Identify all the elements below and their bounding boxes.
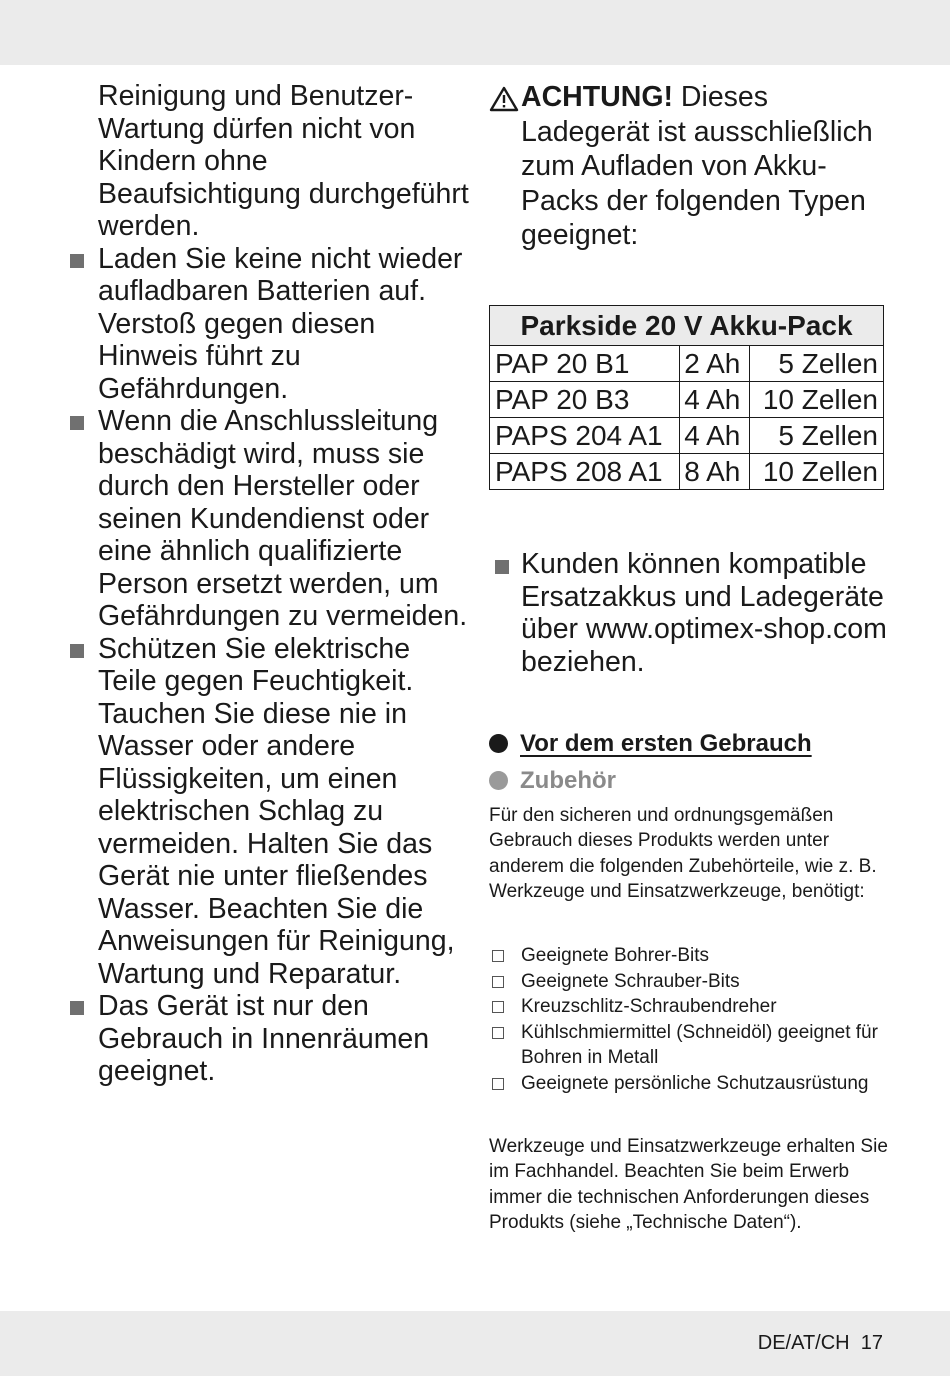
safety-item-text: Das Gerät ist nur den Gebrauch in Innenräumen geeignet. <box>98 990 430 1087</box>
checkbox-square-icon <box>492 1001 504 1013</box>
list-item-text: Kreuzschlitz-Schraubendreher <box>521 996 777 1017</box>
warning-label: ACHTUNG! <box>521 81 673 113</box>
safety-item-cleaning <box>70 80 470 243</box>
warning-triangle-icon <box>489 86 519 112</box>
table-header: Parkside 20 V Akku-Pack <box>490 306 884 346</box>
grey-circle-icon <box>489 771 508 790</box>
list-item <box>489 1020 889 1071</box>
footer-label <box>758 1332 883 1355</box>
list-item <box>489 1071 889 1097</box>
table-row <box>490 454 884 490</box>
top-band <box>0 0 950 65</box>
warning-notice <box>489 80 889 253</box>
safety-item-text: Laden Sie keine nicht wieder aufladbaren Batterien auf. Verstoß gegen diesen Hinweis führt zu Gefährdungen. <box>98 242 463 405</box>
checkbox-square-icon <box>492 950 504 962</box>
square-bullet-icon <box>70 416 84 430</box>
capacity-cell: 4 Ah <box>680 418 749 454</box>
safety-item-indoor <box>70 990 470 1088</box>
right-column <box>489 80 889 253</box>
battery-table <box>489 305 884 490</box>
safety-item-text: Wenn die Anschlussleitung beschädigt wird, muss sie durch den Hersteller oder seinen Kundendienst oder eine ähnlich qualifizierte Person ersetzt werden, um Gefährdungen zu vermeiden. <box>98 405 468 632</box>
square-bullet-icon <box>70 254 84 268</box>
table-row <box>490 382 884 418</box>
list-item-text: Kühlschmiermittel (Schneidöl) geeignet für Bohren in Metall <box>521 1021 878 1068</box>
list-item-text: Geeignete Bohrer-Bits <box>521 945 709 966</box>
square-bullet-icon <box>495 560 509 574</box>
safety-item-cable <box>70 405 470 633</box>
list-item <box>489 969 889 995</box>
left-column <box>70 80 470 1088</box>
list-item-text: Geeignete persönliche Schutzausrüstung <box>521 1072 869 1094</box>
table-header-row <box>490 306 884 346</box>
subsection-heading-accessories <box>489 767 616 795</box>
checkbox-square-icon <box>492 1027 504 1039</box>
section-heading-text: Vor dem ersten Gebrauch <box>520 730 812 757</box>
table-row <box>490 418 884 454</box>
safety-item-batteries <box>70 243 470 406</box>
model-cell: PAPS 208 A1 <box>490 454 680 490</box>
cells-cell: 10 Zellen <box>749 454 883 490</box>
list-item <box>489 994 889 1020</box>
accessories-list <box>489 943 889 1096</box>
list-item <box>489 943 889 969</box>
model-cell: PAP 20 B3 <box>490 382 680 418</box>
model-cell: PAPS 204 A1 <box>490 418 680 454</box>
accessories-intro: Für den sicheren und ordnungsgemäßen Gebrauch dieses Produkts werden unter anderem die folgenden Zubehörteile, wie z. B. Werkzeuge und Einsatzwerkzeuge, benötigt: <box>489 805 877 902</box>
section-heading-first-use <box>489 730 812 758</box>
footer-band <box>0 1311 950 1376</box>
footer-region: DE/AT/CH <box>757 1332 850 1354</box>
cells-cell: 5 Zellen <box>749 418 883 454</box>
subsection-heading-text: Zubehör <box>520 767 616 794</box>
customer-note <box>489 548 889 678</box>
square-bullet-icon <box>70 644 84 658</box>
table-row <box>490 346 884 382</box>
capacity-cell: 2 Ah <box>680 346 749 382</box>
safety-item-moisture <box>70 633 470 991</box>
closing-paragraph: Werkzeuge und Einsatzwerkzeuge erhalten Sie im Fachhandel. Beachten Sie beim Erwerb immer die technischen Anforderungen dieses Produkts (siehe „Technische Daten“). <box>489 1136 888 1233</box>
square-bullet-icon <box>70 1001 84 1015</box>
cells-cell: 10 Zellen <box>749 382 883 418</box>
checkbox-square-icon <box>492 1078 504 1090</box>
safety-item-text: Schützen Sie elektrische Teile gegen Feuchtigkeit. Tauchen Sie diese nie in Wasser oder andere Flüssigkeiten, um einen elektrischen Schlag zu vermeiden. Halten Sie das Gerät nie unter fließendes Wasser. Beachten Sie die Anweisungen für Reinigung, Wartung und Reparatur. <box>98 632 455 990</box>
capacity-cell: 4 Ah <box>680 382 749 418</box>
cells-cell: 5 Zellen <box>749 346 883 382</box>
model-cell: PAP 20 B1 <box>490 346 680 382</box>
customer-note-text: Kunden können kompatible Ersatzakkus und Ladegeräte über www.optimex-shop.com beziehen. <box>521 548 887 678</box>
filled-circle-icon <box>489 734 508 753</box>
warning-text: Dieses Ladegerät ist ausschließlich zum Aufladen von Akku-Packs der folgenden Typen geeignet: <box>521 81 873 251</box>
safety-item-text: Reinigung und Benutzer-Wartung dürfen nicht von Kindern ohne Beaufsichtigung durchgeführt werden. <box>98 80 469 242</box>
list-item-text: Geeignete Schrauber-Bits <box>521 970 740 992</box>
capacity-cell: 8 Ah <box>680 454 749 490</box>
page-number: 17 <box>860 1332 883 1354</box>
checkbox-square-icon <box>492 976 504 988</box>
